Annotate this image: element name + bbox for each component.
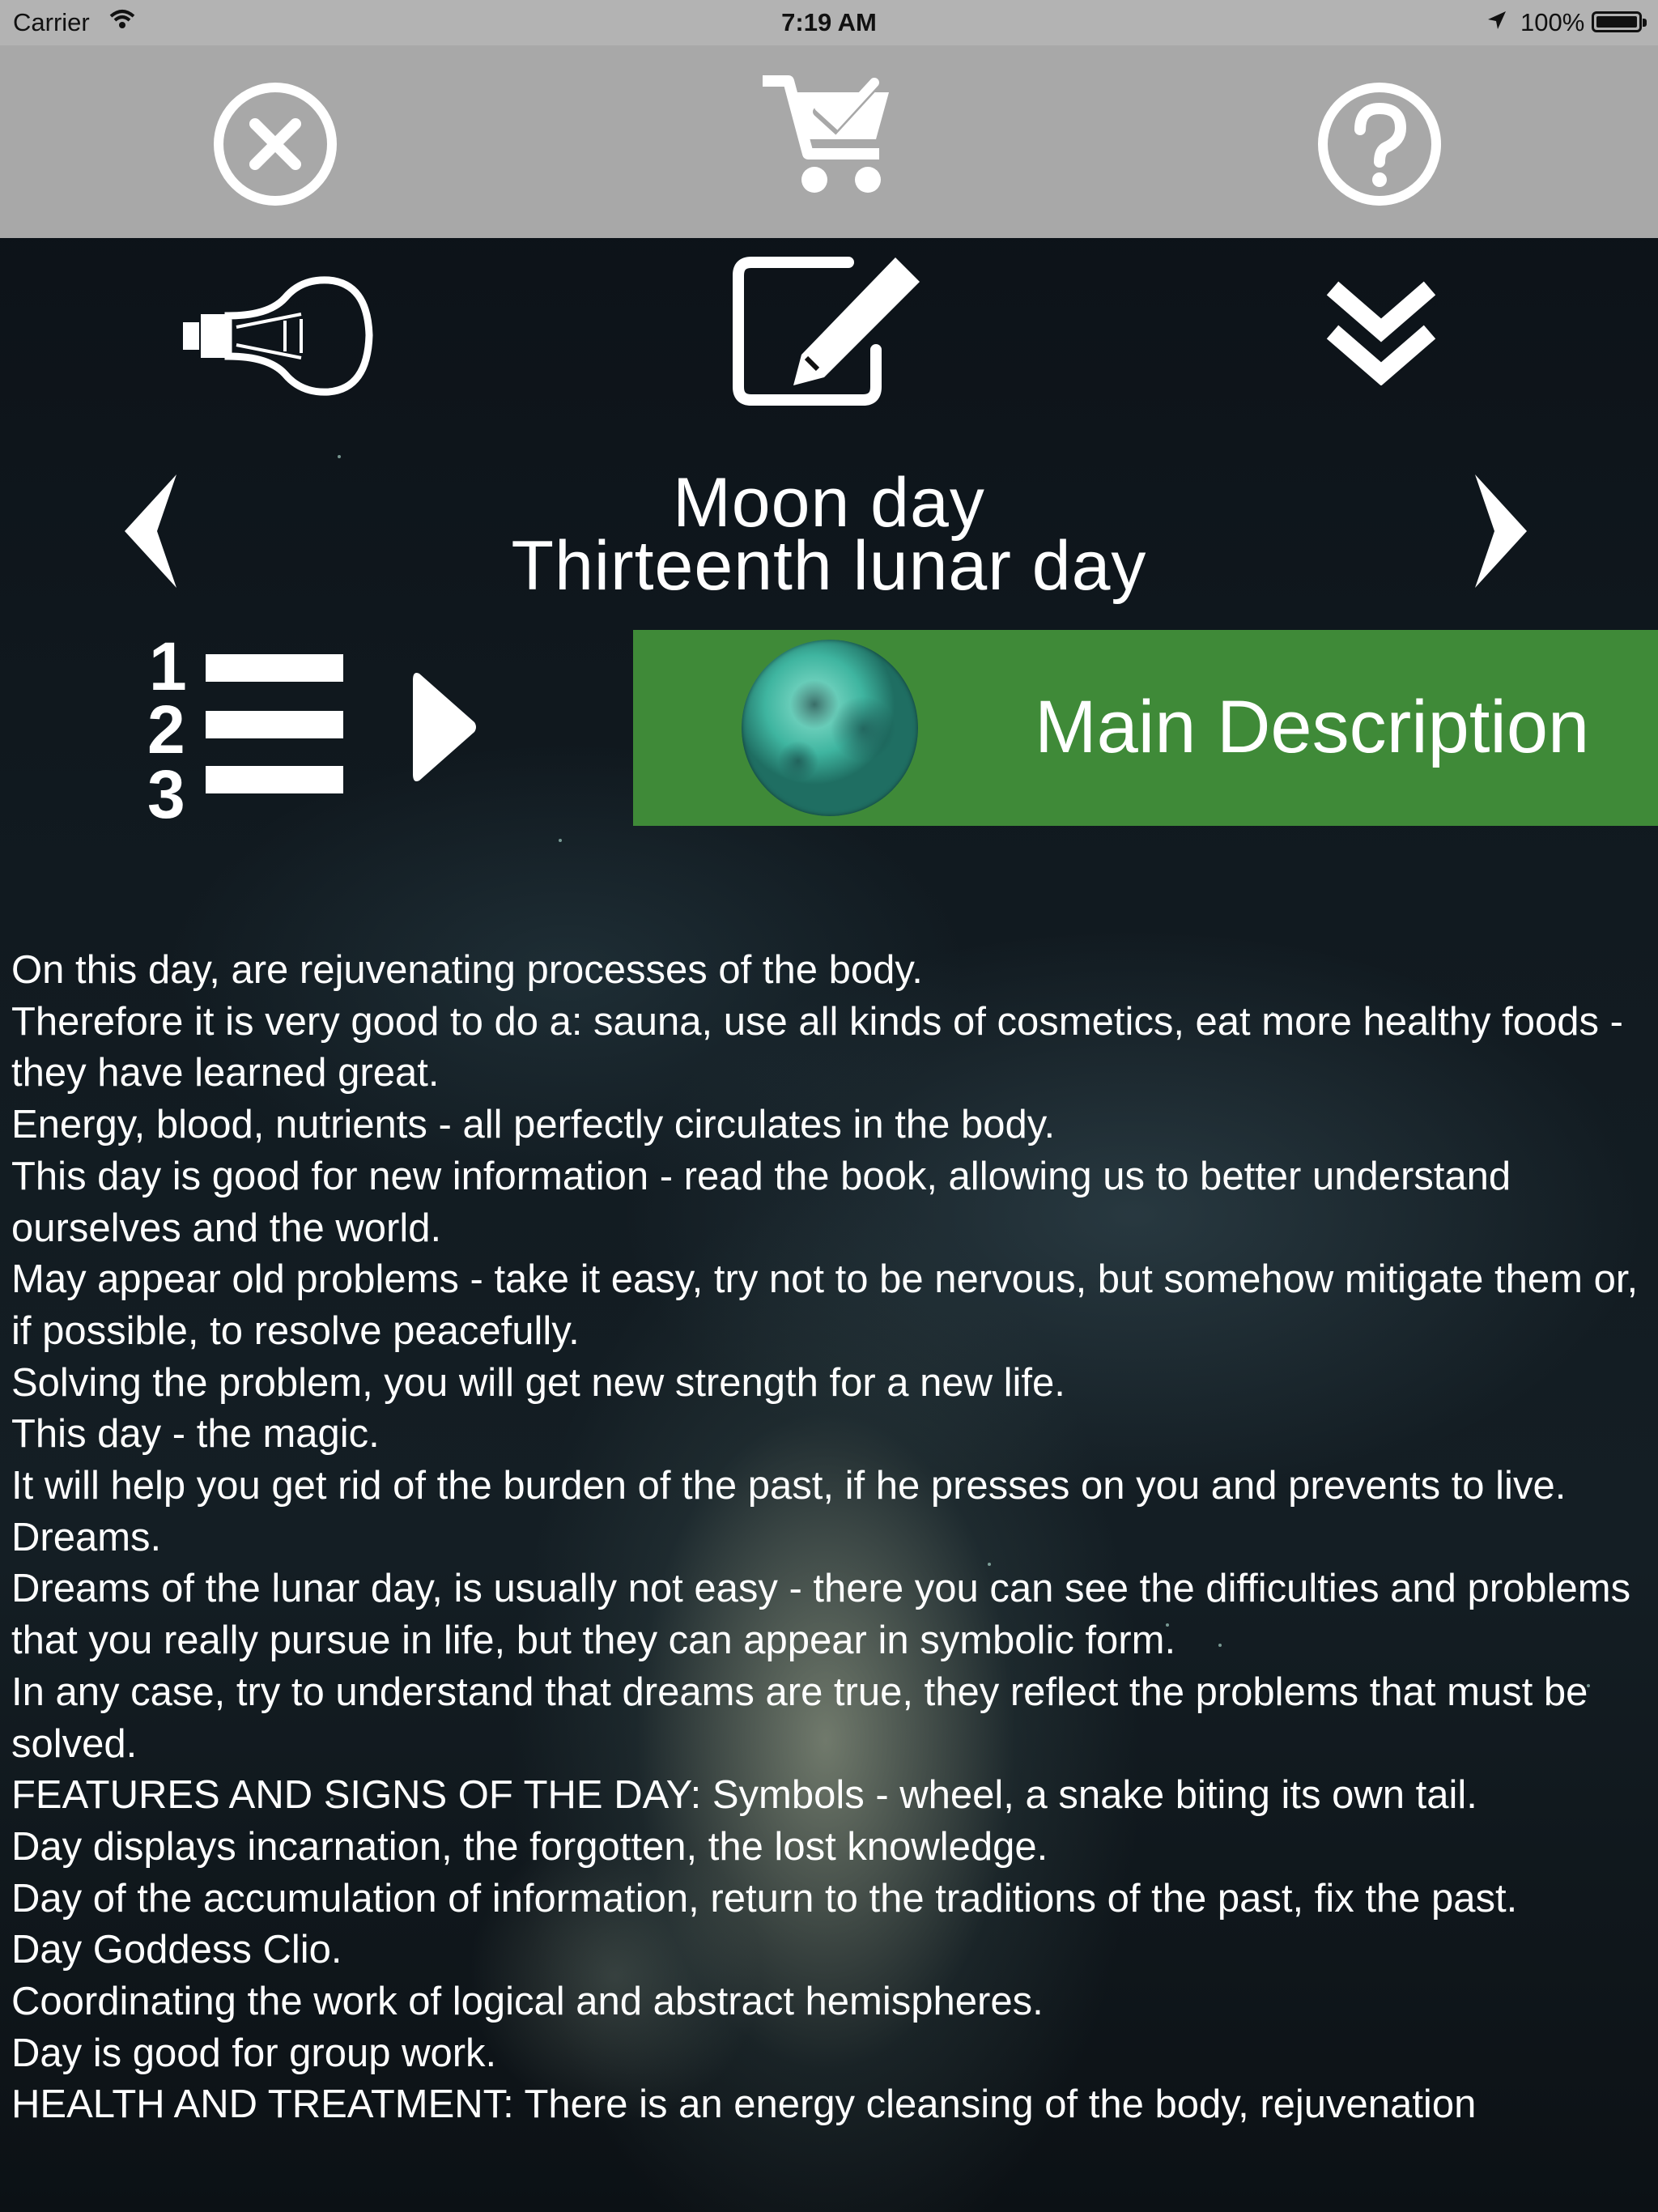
description-line: Day displays incarnation, the forgotten, the lost knowledge.: [11, 1824, 1048, 1869]
description-line: Day of the accumulation of information, return to the traditions of the past, fix the past.: [11, 1876, 1518, 1921]
status-bar: [0, 0, 1658, 45]
moon-icon: [742, 640, 918, 816]
page-title-line1: Moon day: [673, 464, 985, 542]
description-line: May appear old problems - take it easy, try not to be nervous, but somehow mitigate them or, if possible, to resolve peacefully.: [11, 1257, 1639, 1353]
numbered-list-button[interactable]: [147, 627, 350, 821]
description-line: Solving the problem, you will get new strength for a new life.: [11, 1360, 1065, 1405]
description-line: Dreams.: [11, 1515, 162, 1559]
description-line: FEATURES AND SIGNS OF THE DAY: Symbols - wheel, a snake biting its own tail.: [11, 1773, 1477, 1818]
lightbulb-icon: [180, 275, 374, 397]
description-line: HEALTH AND TREATMENT: There is an energy cleansing of the body, rejuvenation: [11, 2082, 1477, 2127]
description-line: Dreams of the lunar day, is usually not easy - there you can see the difficulties and problems that you really pursue in life, but they can appear in symbolic form.: [11, 1567, 1631, 1663]
play-triangle-icon: [413, 670, 478, 784]
star: [338, 455, 341, 458]
edit-pencil-icon: [727, 249, 929, 408]
description-line: This day is good for new information - read the book, allowing us to better understand ourselves and the world.: [11, 1154, 1511, 1250]
description-line: Coordinating the work of logical and abstract hemispheres.: [11, 1980, 1044, 2024]
description-line: On this day, are rejuvenating processes of the body.: [11, 948, 923, 992]
cart-check-icon: [759, 70, 897, 199]
play-button[interactable]: [413, 670, 478, 784]
clock: 7:19 AM: [781, 8, 877, 36]
top-toolbar: [0, 45, 1658, 238]
main-description-banner[interactable]: [633, 630, 1658, 826]
banner-label: Main Description: [1035, 686, 1590, 768]
description-line: In any case, try to understand that dreams are true, they reflect the problems that must be solved.: [11, 1670, 1588, 1766]
svg-text:2: 2: [147, 691, 185, 768]
svg-text:1: 1: [149, 628, 187, 704]
description-line: Day Goddess Clio.: [11, 1928, 342, 1972]
cart-button[interactable]: [759, 70, 897, 199]
star: [559, 839, 562, 842]
description-line: Day is good for group work.: [11, 2031, 497, 2075]
description-line: Energy, blood, nutrients - all perfectly circulates in the body.: [11, 1103, 1056, 1147]
location-arrow-icon: [1485, 8, 1509, 32]
description-line: This day - the magic.: [11, 1412, 380, 1457]
question-circle-icon: [1315, 79, 1444, 209]
description-line: Therefore it is very good to do a: sauna, use all kinds of cosmetics, eat more healthy foods - they have learned great.: [11, 999, 1623, 1095]
battery-percent: 100%: [1520, 8, 1585, 36]
lightbulb-button[interactable]: [180, 275, 374, 397]
expand-button[interactable]: [1324, 280, 1438, 385]
battery-icon: [1592, 11, 1642, 32]
numbered-list-icon: [147, 627, 350, 821]
description-line: It will help you get rid of the burden of the past, if he presses on you and prevents to live.: [11, 1464, 1567, 1508]
description-text: [11, 945, 1647, 2131]
page-title-line2: Thirteenth lunar day: [511, 527, 1147, 605]
chevron-right-icon: [1467, 474, 1532, 588]
close-circle-icon: [210, 79, 340, 209]
edit-button[interactable]: [727, 249, 929, 408]
next-day-button[interactable]: [1467, 474, 1532, 588]
help-button[interactable]: [1315, 79, 1444, 209]
close-button[interactable]: [210, 79, 340, 209]
carrier-label: Carrier: [13, 8, 90, 36]
double-chevron-down-icon: [1324, 280, 1438, 385]
svg-text:3: 3: [147, 756, 185, 821]
